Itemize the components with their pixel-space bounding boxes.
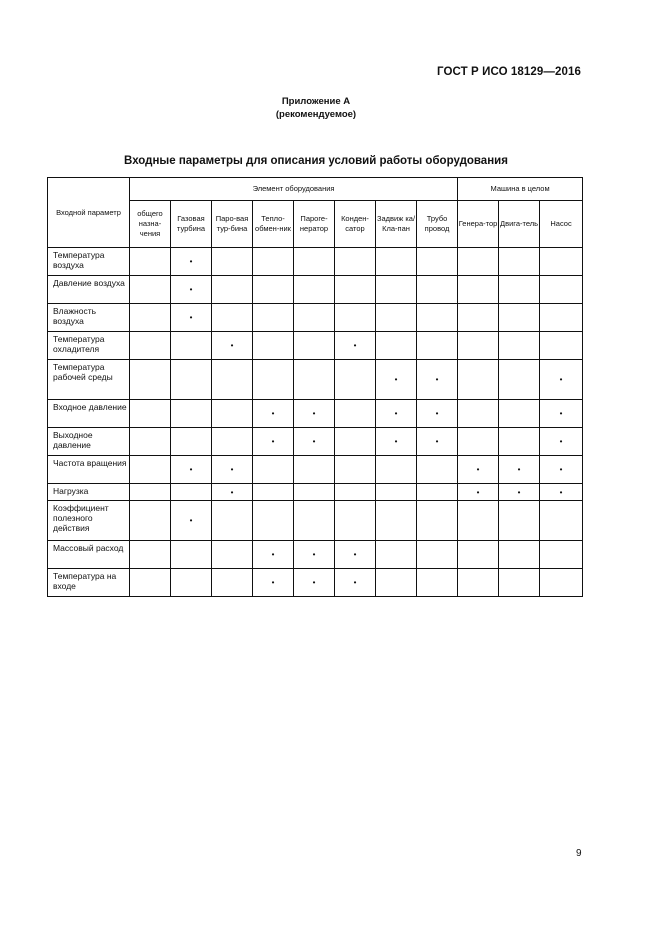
empty-cell: [294, 304, 335, 332]
empty-cell: [253, 484, 294, 501]
empty-cell: [376, 276, 417, 304]
bullet-mark: •: [212, 484, 253, 501]
empty-cell: [212, 360, 253, 400]
bullet-mark: •: [171, 248, 212, 276]
empty-cell: [417, 276, 458, 304]
empty-cell: [540, 304, 583, 332]
bullet-mark: •: [171, 304, 212, 332]
row-label: Частота вращения: [48, 456, 130, 484]
row-label: Входное давление: [48, 400, 130, 428]
row-label: Коэффициент полезного действия: [48, 501, 130, 541]
empty-cell: [417, 304, 458, 332]
empty-cell: [417, 332, 458, 360]
empty-cell: [212, 248, 253, 276]
bullet-mark: •: [253, 400, 294, 428]
column-header: общего назна-чения: [130, 201, 171, 248]
empty-cell: [458, 304, 499, 332]
empty-cell: [253, 456, 294, 484]
row-label: Выходное давление: [48, 428, 130, 456]
empty-cell: [130, 332, 171, 360]
bullet-mark: •: [253, 541, 294, 569]
bullet-mark: •: [540, 360, 583, 400]
empty-cell: [458, 541, 499, 569]
empty-cell: [458, 276, 499, 304]
empty-cell: [212, 428, 253, 456]
table-body: [48, 248, 583, 597]
empty-cell: [499, 332, 540, 360]
bullet-mark: •: [540, 456, 583, 484]
empty-cell: [540, 501, 583, 541]
empty-cell: [212, 501, 253, 541]
empty-cell: [376, 541, 417, 569]
bullet-mark: •: [499, 484, 540, 501]
group-header-equipment-element: Элемент оборудования: [130, 178, 458, 201]
bullet-mark: •: [376, 360, 417, 400]
row-label: Температура воздуха: [48, 248, 130, 276]
bullet-mark: •: [212, 332, 253, 360]
empty-cell: [376, 332, 417, 360]
empty-cell: [540, 248, 583, 276]
appendix-name: Приложение А: [281, 96, 351, 107]
table-row: [48, 456, 583, 484]
empty-cell: [499, 400, 540, 428]
empty-cell: [540, 332, 583, 360]
page-number: 9: [576, 848, 582, 859]
bullet-mark: •: [417, 400, 458, 428]
appendix-heading: [0, 95, 632, 121]
empty-cell: [212, 569, 253, 597]
empty-cell: [335, 360, 376, 400]
column-header: Двига-тель: [499, 201, 540, 248]
empty-cell: [499, 248, 540, 276]
bullet-mark: •: [294, 541, 335, 569]
column-header: Газовая турбина: [171, 201, 212, 248]
bullet-mark: •: [540, 428, 583, 456]
empty-cell: [376, 501, 417, 541]
bullet-mark: •: [171, 456, 212, 484]
empty-cell: [540, 276, 583, 304]
empty-cell: [294, 501, 335, 541]
empty-cell: [294, 484, 335, 501]
empty-cell: [253, 304, 294, 332]
empty-cell: [294, 248, 335, 276]
bullet-mark: •: [417, 360, 458, 400]
empty-cell: [376, 569, 417, 597]
empty-cell: [376, 484, 417, 501]
bullet-mark: •: [540, 484, 583, 501]
empty-cell: [130, 501, 171, 541]
column-header: Насос: [540, 201, 583, 248]
column-header: Пароге-нератор: [294, 201, 335, 248]
empty-cell: [335, 428, 376, 456]
table-row: [48, 484, 583, 501]
empty-cell: [130, 248, 171, 276]
empty-cell: [499, 569, 540, 597]
empty-cell: [540, 569, 583, 597]
empty-cell: [171, 360, 212, 400]
empty-cell: [130, 569, 171, 597]
empty-cell: [253, 501, 294, 541]
empty-cell: [417, 456, 458, 484]
empty-cell: [335, 276, 376, 304]
bullet-mark: •: [294, 428, 335, 456]
empty-cell: [171, 569, 212, 597]
bullet-mark: •: [376, 428, 417, 456]
empty-cell: [335, 484, 376, 501]
empty-cell: [458, 569, 499, 597]
empty-cell: [171, 332, 212, 360]
bullet-mark: •: [458, 456, 499, 484]
table-row: [48, 276, 583, 304]
empty-cell: [376, 248, 417, 276]
bullet-mark: •: [253, 569, 294, 597]
empty-cell: [458, 360, 499, 400]
table-row: [48, 569, 583, 597]
empty-cell: [294, 456, 335, 484]
empty-cell: [499, 541, 540, 569]
column-header: Тепло-обмен-ник: [253, 201, 294, 248]
empty-cell: [335, 456, 376, 484]
empty-cell: [171, 428, 212, 456]
row-label: Температура охладителя: [48, 332, 130, 360]
empty-cell: [335, 248, 376, 276]
table-row: [48, 541, 583, 569]
empty-cell: [130, 541, 171, 569]
empty-cell: [130, 304, 171, 332]
empty-cell: [171, 400, 212, 428]
column-header: Конден-сатор: [335, 201, 376, 248]
appendix-status: (рекомендуемое): [275, 109, 357, 120]
empty-cell: [130, 400, 171, 428]
empty-cell: [376, 456, 417, 484]
empty-cell: [499, 360, 540, 400]
empty-cell: [212, 400, 253, 428]
bullet-mark: •: [335, 569, 376, 597]
table-row: [48, 428, 583, 456]
column-header: Паро-вая тур-бина: [212, 201, 253, 248]
table-row: [48, 332, 583, 360]
row-label: Температура рабочей среды: [48, 360, 130, 400]
empty-cell: [294, 332, 335, 360]
empty-cell: [458, 501, 499, 541]
standard-designation: ГОСТ Р ИСО 18129—2016: [436, 66, 581, 78]
empty-cell: [130, 360, 171, 400]
empty-cell: [253, 360, 294, 400]
bullet-mark: •: [335, 332, 376, 360]
empty-cell: [171, 541, 212, 569]
empty-cell: [499, 428, 540, 456]
table-row: [48, 400, 583, 428]
bullet-mark: •: [458, 484, 499, 501]
bullet-mark: •: [294, 400, 335, 428]
empty-cell: [417, 501, 458, 541]
bullet-mark: •: [171, 501, 212, 541]
bullet-mark: •: [294, 569, 335, 597]
empty-cell: [212, 304, 253, 332]
empty-cell: [376, 304, 417, 332]
empty-cell: [253, 276, 294, 304]
empty-cell: [171, 484, 212, 501]
row-label: Массовый расход: [48, 541, 130, 569]
empty-cell: [253, 332, 294, 360]
table-row: [48, 248, 583, 276]
bullet-mark: •: [499, 456, 540, 484]
empty-cell: [499, 276, 540, 304]
empty-cell: [130, 276, 171, 304]
empty-cell: [499, 501, 540, 541]
table-row: [48, 304, 583, 332]
corner-header: Входной параметр: [48, 178, 130, 248]
empty-cell: [335, 400, 376, 428]
empty-cell: [130, 456, 171, 484]
row-label: Влажность воздуха: [48, 304, 130, 332]
empty-cell: [335, 304, 376, 332]
empty-cell: [458, 332, 499, 360]
empty-cell: [130, 428, 171, 456]
bullet-mark: •: [253, 428, 294, 456]
empty-cell: [335, 501, 376, 541]
bullet-mark: •: [335, 541, 376, 569]
bullet-mark: •: [212, 456, 253, 484]
row-label: Давление воздуха: [48, 276, 130, 304]
empty-cell: [458, 400, 499, 428]
bullet-mark: •: [171, 276, 212, 304]
empty-cell: [458, 428, 499, 456]
empty-cell: [212, 276, 253, 304]
bullet-mark: •: [376, 400, 417, 428]
empty-cell: [294, 276, 335, 304]
row-label: Температура на входе: [48, 569, 130, 597]
empty-cell: [417, 541, 458, 569]
empty-cell: [417, 569, 458, 597]
row-label: Нагрузка: [48, 484, 130, 501]
column-header: Задвиж ка/ Кла-пан: [376, 201, 417, 248]
empty-cell: [253, 248, 294, 276]
empty-cell: [540, 541, 583, 569]
column-header: Генера-тор: [458, 201, 499, 248]
table-title: Входные параметры для описания условий работы оборудования: [124, 155, 508, 167]
empty-cell: [417, 248, 458, 276]
column-header: Трубо провод: [417, 201, 458, 248]
empty-cell: [499, 304, 540, 332]
bullet-mark: •: [540, 400, 583, 428]
parameters-table: [47, 177, 583, 597]
empty-cell: [294, 360, 335, 400]
empty-cell: [458, 248, 499, 276]
table-row: [48, 501, 583, 541]
group-header-machine-overall: Машина в целом: [458, 178, 583, 201]
bullet-mark: •: [417, 428, 458, 456]
table-row: [48, 360, 583, 400]
empty-cell: [212, 541, 253, 569]
empty-cell: [417, 484, 458, 501]
empty-cell: [130, 484, 171, 501]
